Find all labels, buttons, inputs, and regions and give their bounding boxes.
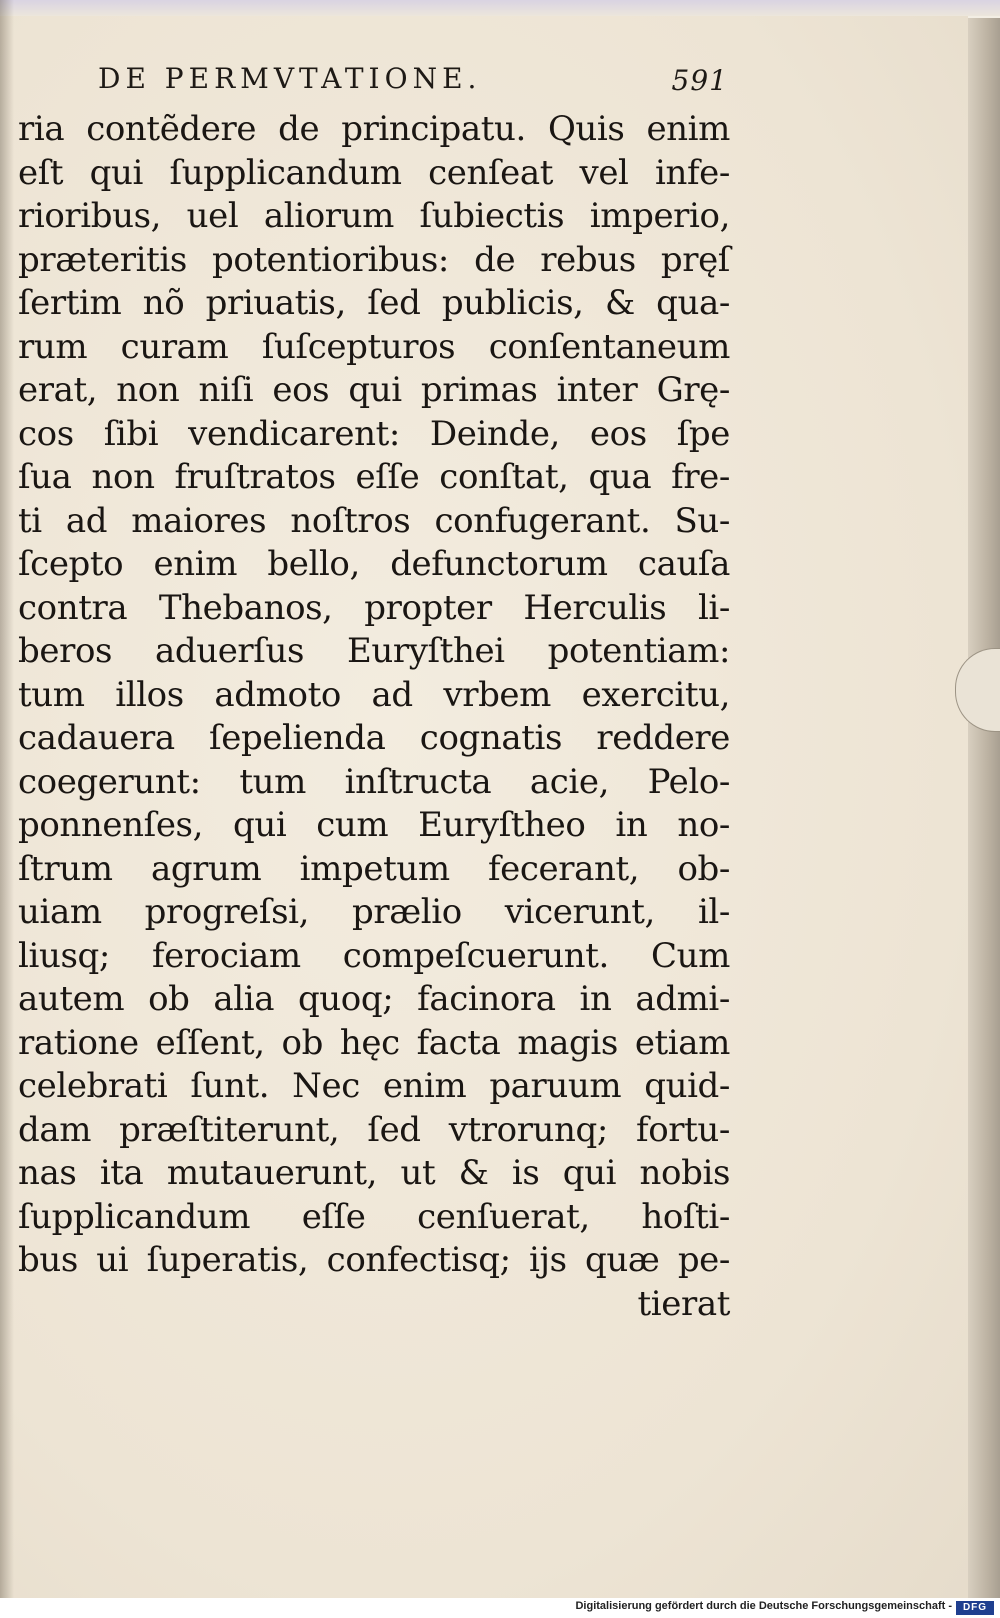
text-line: coegerunt: tum inſtructa acie, Pelo-	[18, 761, 730, 802]
text-line: cadauera ſepelienda cognatis reddere	[18, 718, 730, 758]
text-line: eſt qui ſupplicandum cenſeat vel infe-	[18, 152, 730, 193]
text-line: erat, non niſi eos qui primas inter Grę-	[18, 370, 730, 410]
text-line: ſupplicandum eſſe cenſuerat, hoſti-	[18, 1196, 730, 1237]
text-line: tum illos admoto ad vrbem exercitu,	[18, 674, 730, 715]
text-line: liusq; ferociam compeſcuerunt. Cum	[18, 935, 730, 976]
page-edge	[968, 18, 1000, 1598]
gutter-shadow	[0, 0, 14, 1598]
text-line: ſcepto enim bello, defunctorum cauſa	[18, 544, 730, 584]
text-line: ſua non fruſtratos eſſe conſtat, qua fre-	[18, 457, 730, 497]
text-line: præteritis potentioribus: de rebus pręſ	[18, 239, 730, 280]
text-line: ratione eſſent, ob hęc facta magis etiam	[18, 1022, 730, 1063]
digitization-footer	[0, 1598, 1000, 1618]
running-head-title: DE PERMVTATIONE.	[98, 62, 482, 95]
catchword: tierat	[637, 1283, 730, 1324]
text-line: rum curam ſuſcepturos conſentaneum	[18, 326, 730, 367]
page-number: 591	[671, 64, 728, 97]
top-edge-strip	[0, 0, 1000, 16]
body-text	[18, 108, 730, 1326]
text-line: bus ui ſuperatis, confectisq; ijs quæ pe-	[18, 1240, 730, 1280]
text-line: ſtrum agrum impetum fecerant, ob-	[18, 848, 730, 889]
text-line: rioribus, uel aliorum ſubiectis imperio,	[18, 196, 730, 236]
text-line: beros aduerſus Euryſthei potentiam:	[18, 631, 730, 671]
text-line: nas ita mutauerunt, ut & is qui nobis	[18, 1153, 730, 1193]
funding-credit: Digitalisierung gefördert durch die Deutsche Forschungsgemeinschaft -	[575, 1600, 952, 1612]
text-line: ti ad maiores noſtros confugerant. Su-	[18, 500, 730, 541]
text-line: ria contẽdere de principatu. Quis enim	[18, 109, 730, 149]
text-line: uiam progreſsi, prælio vicerunt, il-	[18, 892, 730, 932]
running-header	[98, 62, 728, 102]
text-line: cos ſibi vendicarent: Deinde, eos ſpe	[18, 413, 730, 454]
text-line: ponnenſes, qui cum Euryſtheo in no-	[18, 805, 730, 845]
text-line: autem ob alia quoq; facinora in admi-	[18, 979, 730, 1019]
text-line: ſertim nõ priuatis, ſed publicis, & qua-	[18, 283, 730, 323]
dfg-logo: DFG	[956, 1601, 994, 1615]
text-line: celebrati ſunt. Nec enim paruum quid-	[18, 1066, 730, 1106]
text-line: contra Thebanos, propter Herculis li-	[18, 587, 730, 628]
text-line: dam præſtiterunt, ſed vtrorunq; fortu-	[18, 1109, 730, 1150]
